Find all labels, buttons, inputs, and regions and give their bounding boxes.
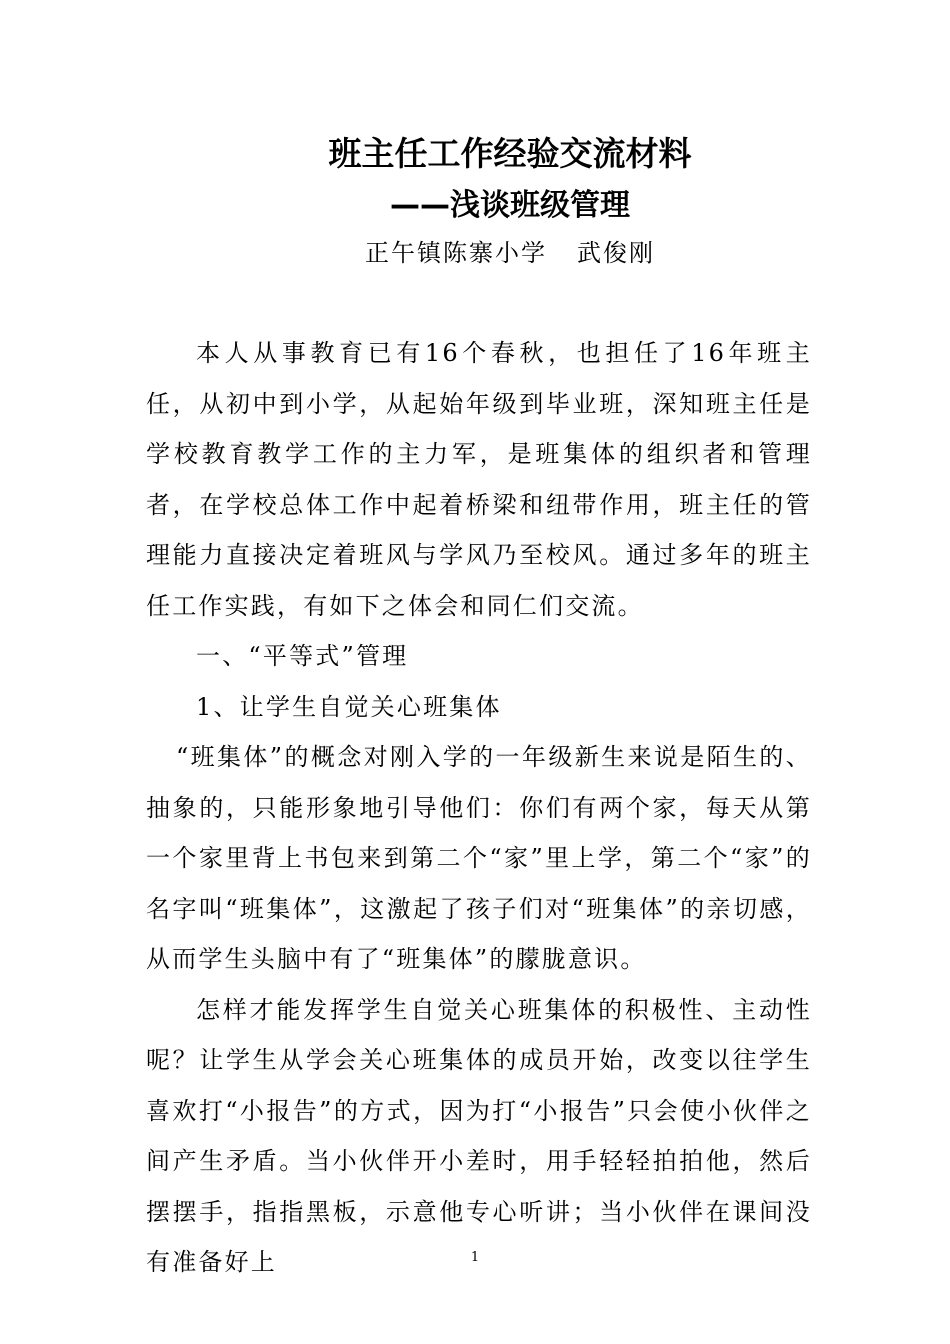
author-line <box>0 233 950 268</box>
page-number: 1 <box>470 1250 480 1265</box>
document-title: 班主任工作经验交流材料 <box>328 134 692 173</box>
body-paragraph: 本人从事教育已有16个春秋，也担任了16年班主任，从初中到小学，从起始年级到毕业班，深知班主任是学校教育教学工作的主力军，是班集体的组织者和管理者，在学校总体工作中起着桥梁和纽带作用，班主任的管理能力直接决定着班风与学风乃至校风。通过多年的班主任工作实践，有如下之体会和同仁们交流。 <box>146 339 812 620</box>
subsection-heading: 1、让学生自觉关心班集体 <box>196 692 502 721</box>
body-paragraph: “班集体”的概念对刚入学的一年级新生来说是陌生的、抽象的，只能形象地引导他们：你们有两个家，每天从第一个家里背上书包来到第二个“家”里上学，第二个“家”的名字叫“班集体”，这激起了孩子们对“班集体”的亲切感，从而学生头脑中有了“班集体”的朦胧意识。 <box>146 743 812 973</box>
section-heading: 一、“平等式”管理 <box>196 642 409 670</box>
author-school: 正午镇陈寨小学 <box>365 239 547 267</box>
author-name: 武俊刚 <box>577 239 655 267</box>
document-body <box>146 328 812 1288</box>
document-subtitle: ——浅谈班级管理 <box>390 188 630 223</box>
body-paragraph: 怎样才能发挥学生自觉关心班集体的积极性、主动性呢？让学生从学会关心班集体的成员开始，改变以往学生喜欢打“小报告”的方式，因为打“小报告”只会使小伙伴之间产生矛盾。当小伙伴开小差时，用手轻轻拍拍他，然后摆摆手，指指黑板，示意他专心听讲；当小伙伴在课间没有准备好上 <box>146 995 812 1276</box>
